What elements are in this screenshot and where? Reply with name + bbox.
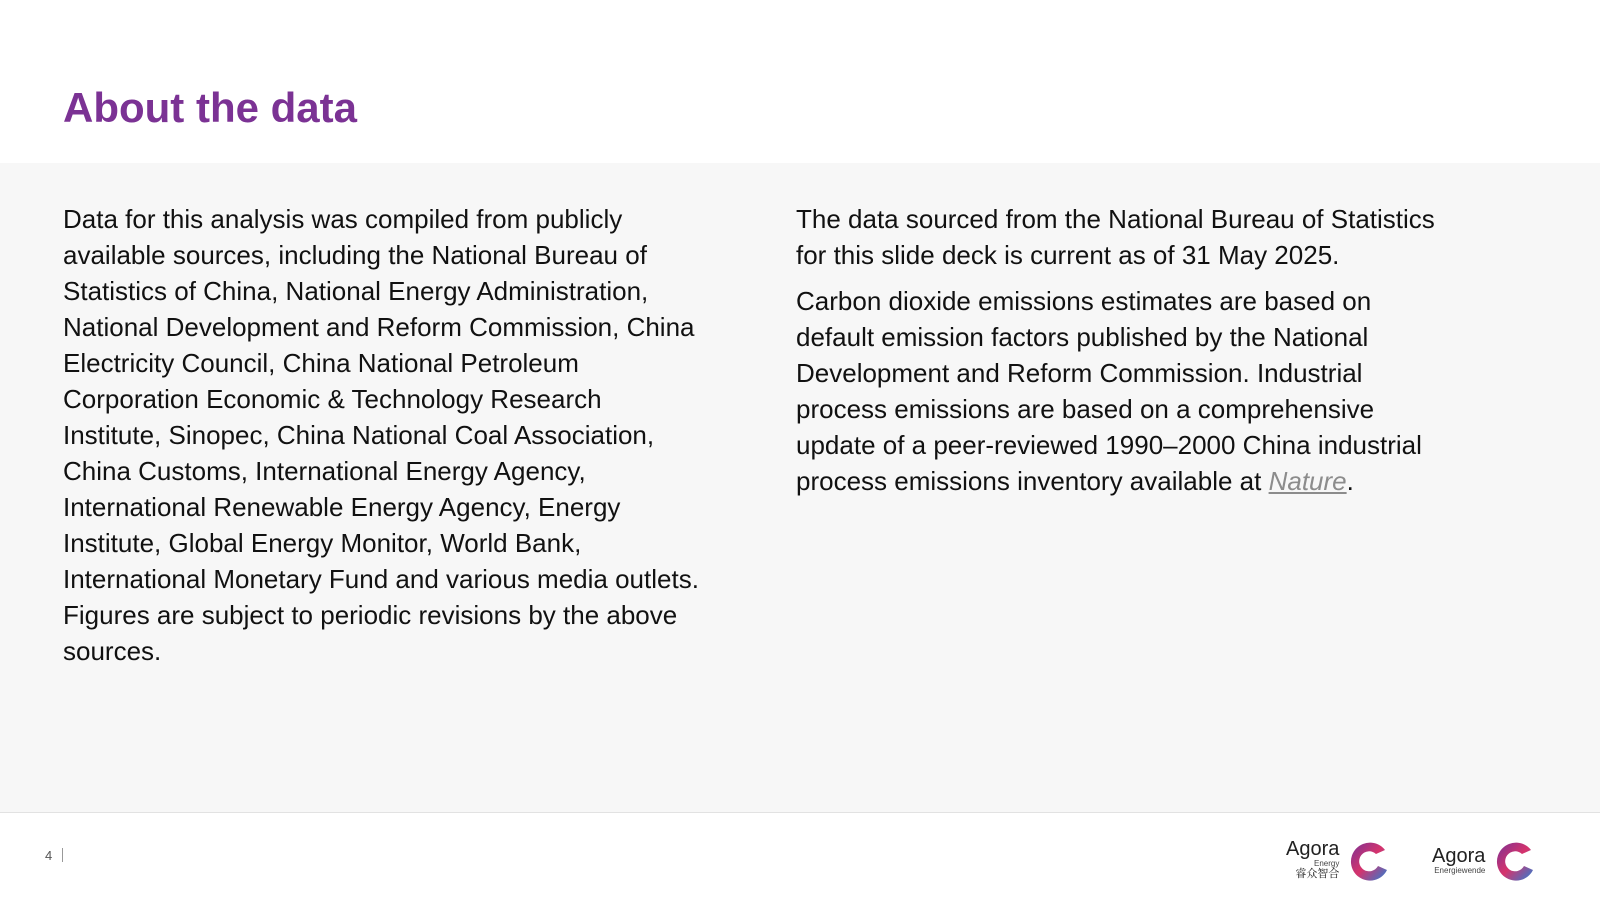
sentence-period: . <box>1346 466 1354 496</box>
page-title: About the data <box>63 84 357 131</box>
page-number: 4 <box>45 848 53 863</box>
content-area <box>0 163 1600 813</box>
page-number-divider <box>62 848 63 862</box>
emissions-methodology-paragraph <box>796 283 1436 499</box>
left-column <box>63 201 703 679</box>
agora-energy-china-logo <box>1286 832 1393 888</box>
logo-sub: Energy <box>1314 859 1340 868</box>
right-column <box>796 201 1436 509</box>
logo-word: Agora <box>1286 838 1340 860</box>
agora-energiewende-logo <box>1432 832 1539 888</box>
agora-ring-icon <box>1491 836 1539 884</box>
nature-link[interactable]: Nature <box>1268 466 1347 496</box>
data-sources-paragraph: Data for this analysis was compiled from publicly available sources, including the National Bureau of Statistics of China, National Energy Administration, National Development and Reform Commission, China Electricity Council, China National Petroleum Corporation Economic & Technology Research Institute, Sinopec, China National Coal Association, China Customs, International Energy Agency, International Renewable Energy Agency, Energy Institute, Global Energy Monitor, World Bank, International Monetary Fund and various media outlets. Figures are subject to periodic revisions by the above sources. <box>63 204 699 666</box>
emissions-methodology-text: Carbon dioxide emissions estimates are based on default emission factors published by the National Development and Reform Commission. Industrial process emissions are based on a comprehensive update of a peer-reviewed 1990–2000 China industrial process emissions inventory available at <box>796 286 1422 496</box>
logo-sub: Energiewende <box>1434 865 1486 875</box>
logo-text <box>1286 839 1339 881</box>
data-currency-paragraph: The data sourced from the National Bureau of Statistics for this slide deck is current as of 31 May 2025. <box>796 204 1435 270</box>
agora-ring-icon <box>1345 836 1393 884</box>
footer <box>0 812 1600 900</box>
logo-text <box>1432 846 1485 875</box>
logo-chinese-name: 睿众智合 <box>1295 868 1340 880</box>
logo-word: Agora <box>1432 844 1486 867</box>
